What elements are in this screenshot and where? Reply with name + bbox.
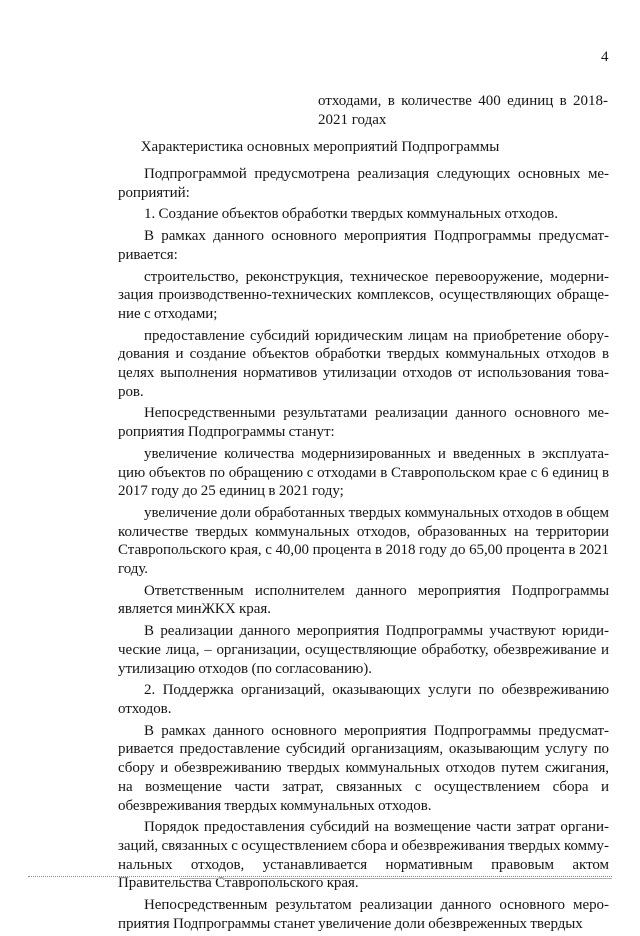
section-title: Характеристика основных мероприятий Подпрограммы: [140, 139, 500, 155]
paragraph-11: 2. Поддержка организаций, оказывающих услуги по обезвреживанию отходов.: [118, 682, 609, 717]
paragraph-13: Порядок предоставления субсидий на возмещение части затрат организаций, связанных с осуществлением сбора и обезвреживания твердых коммунальных отходов, устанавливается нормативным правовым актом Правительства Ставропольского края.: [118, 819, 609, 892]
scan-edge-line: [28, 876, 612, 877]
header-continuation-text: отходами, в количестве 400 единиц в 2018-2021 годах: [318, 93, 608, 128]
paragraph-3: В рамках данного основного мероприятия Подпрограммы предусматривается:: [118, 228, 609, 263]
paragraph-9: Ответственным исполнителем данного мероприятия Подпрограммы является минЖКХ края.: [118, 582, 609, 618]
page-number: 4: [601, 49, 609, 65]
paragraph-10: В реализации данного мероприятия Подпрограммы участвуют юридические лица, – организации, осуществляющие обработку, обезвреживание и утилизацию отходов (по согласованию).: [118, 623, 609, 677]
paragraph-8: увеличение доли обработанных твердых коммунальных отходов в общем количестве твердых коммунальных отходов, образованных на территории Ставропольского края, с 40,00 процента в 2018 году до 65,00 процента в 2021 году.: [118, 504, 609, 578]
paragraph-1: Подпрограммой предусмотрена реализация следующих основных мероприятий:: [118, 166, 609, 201]
paragraph-4: строительство, реконструкция, техническое перевооружение, модернизация производственно-технических комплексов, осуществляющих обращение с отходами;: [118, 268, 609, 322]
paragraph-5: предоставление субсидий юридическим лицам на приобретение оборудования и создание объектов обработки твердых коммунальных отходов в целях выполнения нормативов утилизации отходов от использования товаров.: [118, 327, 609, 400]
paragraph-6: Непосредственными результатами реализации данного основного мероприятия Подпрограммы станут:: [118, 405, 609, 441]
paragraph-2: 1. Создание объектов обработки твердых коммунальных отходов.: [144, 206, 558, 223]
paragraph-14: Непосредственным результатом реализации данного основного мероприятия Подпрограммы станет увеличение доли обезвреженных твердых: [118, 897, 609, 932]
scan-edge-line: [180, 878, 612, 879]
paragraph-12: В рамках данного основного мероприятия Подпрограммы предусматривается предоставление субсидий организациям, оказывающим услугу по сбору и обезвреживанию твердых коммунальных отходов путем сжигания, на возмещение части затрат, связанных с осуществлением сбора и обезвреживания твердых коммунальных отходов.: [118, 722, 609, 814]
document-body: [118, 165, 609, 936]
paragraph-7: увеличение количества модернизированных и введенных в эксплуатацию объектов по обращению с отходами в Ставропольском крае с 6 единиц в 2017 году до 25 единиц в 2021 году;: [118, 445, 609, 500]
